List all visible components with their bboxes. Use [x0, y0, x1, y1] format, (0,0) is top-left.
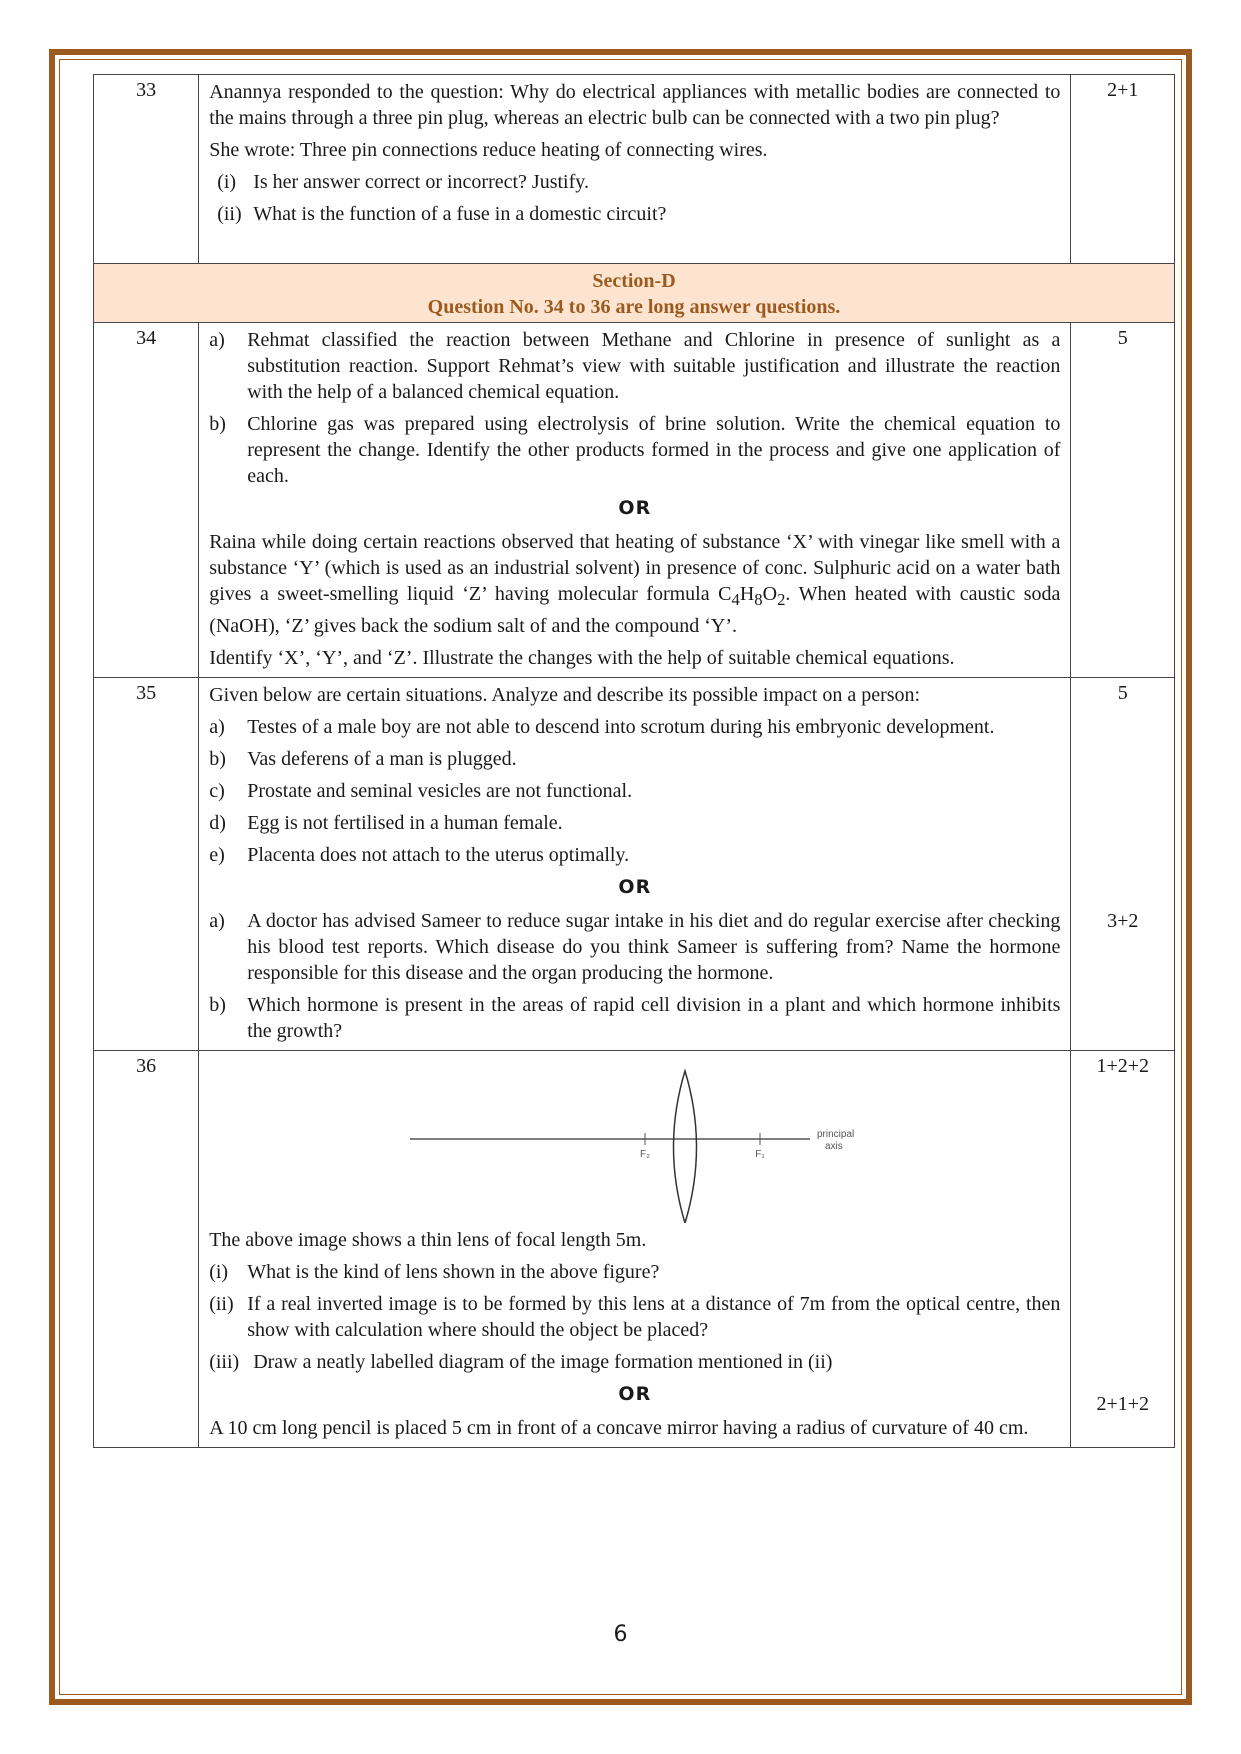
question-33-row [94, 75, 1175, 264]
answer-text: She wrote: Three pin connections reduce heating of connecting wires. [209, 139, 768, 161]
sub-question: c) Prostate and seminal vesicles are not functional. [209, 780, 633, 802]
marks-primary: 1+2+2 [1096, 1055, 1149, 1077]
question-34-body [199, 323, 1071, 678]
question-text: The above image shows a thin lens of focal length 5m. [209, 1229, 647, 1251]
question-number: 36 [94, 1051, 199, 1448]
question-34-row [94, 323, 1175, 678]
question-number: 33 [94, 75, 199, 264]
sub-question: (ii) If a real inverted image is to be formed by this lens at a distance of 7m from the optical centre, then show with calculation where should the object be placed? [209, 1293, 1061, 1341]
principal-axis-label: axis [824, 1141, 843, 1152]
marks: 5 [1071, 323, 1175, 678]
marks-primary: 5 [1117, 682, 1128, 704]
section-header [94, 264, 1175, 323]
convex-lens-diagram [405, 1061, 865, 1223]
focus-f2-label: F₂ [639, 1149, 650, 1160]
section-subtitle: Question No. 34 to 36 are long answer questions. [427, 296, 841, 318]
marks-alternative: 2+1+2 [1096, 1393, 1149, 1415]
page-number: 6 [613, 1622, 628, 1647]
lens-figure [209, 1061, 1060, 1223]
marks-alternative: 3+2 [1107, 910, 1139, 932]
sub-question: (i) What is the kind of lens shown in the above figure? [209, 1261, 660, 1283]
lens-outline [673, 1071, 696, 1223]
marks [1071, 678, 1175, 1051]
question-36-row [94, 1051, 1175, 1448]
question-number: 35 [94, 678, 199, 1051]
question-36-body [199, 1051, 1071, 1448]
questions-table [93, 74, 1175, 1448]
sub-question: a) Rehmat classified the reaction between Methane and Chlorine in presence of sunlight as a substitution reaction. Support Rehmat’s view with suitable justification and illustrate the reaction with the help of a balanced chemical equation. [209, 329, 1061, 403]
sub-question: (iii) Draw a neatly labelled diagram of the image formation mentioned in (ii) [209, 1351, 833, 1373]
sub-question: (ii) What is the function of a fuse in a domestic circuit? [217, 203, 667, 225]
or-separator: OR [618, 876, 652, 898]
sub-question: b) Vas deferens of a man is plugged. [209, 748, 517, 770]
sub-question: e) Placenta does not attach to the uterus optimally. [209, 844, 630, 866]
question-number: 34 [94, 323, 199, 678]
sub-question: a) Testes of a male boy are not able to descend into scrotum during his embryonic development. [209, 716, 995, 738]
question-text: Anannya responded to the question: Why do electrical appliances with metallic bodies are connected to the mains through a three pin plug, whereas an electric bulb can be connected with a two pin plug? [209, 81, 1061, 129]
section-header-row [94, 264, 1175, 323]
sub-question: b) Chlorine gas was prepared using electrolysis of brine solution. Write the chemical equation to represent the change. Identify the other products formed in the process and give one application of each. [209, 413, 1061, 487]
focus-f1-label: F₁ [755, 1149, 765, 1160]
sub-question: (i) Is her answer correct or incorrect? Justify. [217, 171, 589, 193]
alternative-question-text: Identify ‘X’, ‘Y’, and ‘Z’. Illustrate the changes with the help of suitable chemical equations. [209, 647, 955, 669]
molecular-formula: $C_4H_8O_2$ [718, 583, 786, 609]
alternative-question-text: Raina while doing certain reactions observed that heating of substance ‘X’ with vinegar like smell with a substance ‘Y’ (which is used as an industrial solvent) in presence of conc. Sulphuric acid on a water bath gives a sweet-smelling liquid ‘Z’ having molecular formula $C_4H_8O_2$. When heated with caustic soda (NaOH), ‘Z’ gives back the sodium salt of and the compound ‘Y’. [209, 531, 1061, 637]
sub-question: d) Egg is not fertilised in a human female. [209, 812, 563, 834]
marks [1071, 1051, 1175, 1448]
or-separator: OR [618, 497, 652, 519]
principal-axis-label: principal [816, 1129, 855, 1140]
question-35-row [94, 678, 1175, 1051]
section-title: Section-D [592, 270, 676, 292]
question-35-body [199, 678, 1071, 1051]
sub-question: a) A doctor has advised Sameer to reduce sugar intake in his diet and do regular exercise after checking his blood test reports. Which disease do you think Sameer is suffering from? Name the hormone responsible for this disease and the organ producing the hormone. [209, 910, 1061, 984]
or-separator: OR [618, 1383, 652, 1405]
question-33-body [199, 75, 1071, 264]
marks: 2+1 [1071, 75, 1175, 264]
sub-question: b) Which hormone is present in the areas of rapid cell division in a plant and which hormone inhibits the growth? [209, 994, 1061, 1042]
alternative-question-text: A 10 cm long pencil is placed 5 cm in front of a concave mirror having a radius of curvature of 40 cm. [209, 1417, 1029, 1439]
question-text: Given below are certain situations. Analyze and describe its possible impact on a person: [209, 684, 921, 706]
